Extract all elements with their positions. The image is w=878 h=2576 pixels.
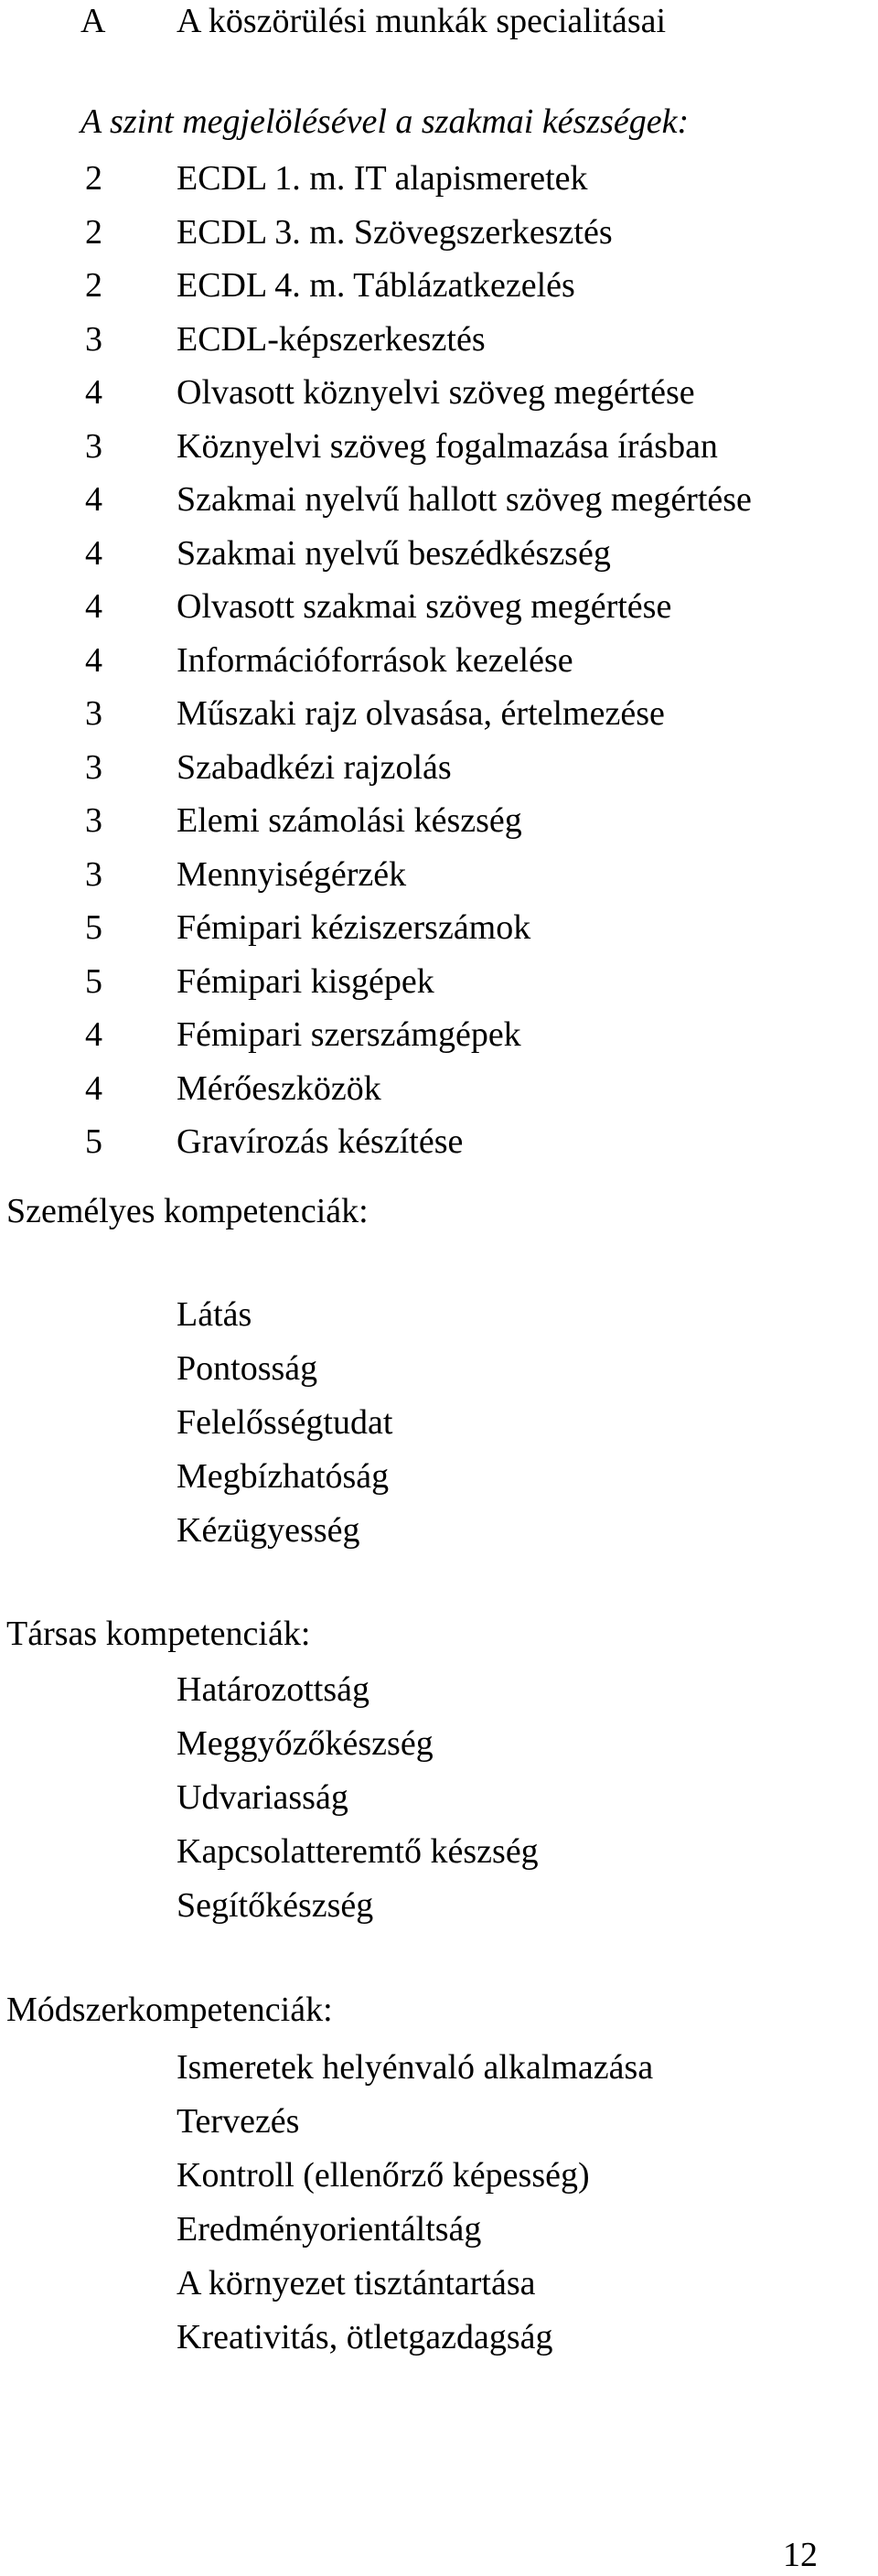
section-title: A köszörülési munkák specialitásai	[177, 2, 667, 40]
skill-row	[85, 259, 752, 313]
skill-name: Szakmai nyelvű beszédkészség	[177, 533, 611, 573]
skill-level: 4	[85, 587, 102, 626]
skill-name: Fémipari kéziszerszámok	[177, 908, 531, 947]
list-item: Felelősségtudat	[177, 1403, 393, 1442]
list-item: Tervezés	[177, 2102, 300, 2141]
skill-level: 3	[85, 319, 102, 359]
list-item: Megbízhatóság	[177, 1457, 390, 1496]
skill-row	[85, 206, 752, 260]
skill-level: 4	[85, 1015, 102, 1054]
skill-name: ECDL-képszerkesztés	[177, 319, 486, 359]
list-item: Kreativitás, ötletgazdagság	[177, 2318, 553, 2356]
skill-row	[85, 580, 752, 634]
skill-name: Gravírozás készítése	[177, 1122, 464, 1161]
list-item: Segítőkészség	[177, 1886, 374, 1925]
skill-name: Olvasott köznyelvi szöveg megértése	[177, 373, 695, 412]
section-heading	[80, 0, 666, 42]
skill-level: 4	[85, 533, 102, 573]
list-item: Eredményorientáltság	[177, 2210, 482, 2249]
skill-name: Szakmai nyelvű hallott szöveg megértése	[177, 480, 752, 519]
list-item: Pontosság	[177, 1349, 318, 1388]
skill-name: ECDL 4. m. Táblázatkezelés	[177, 266, 575, 305]
skill-level: 5	[85, 961, 102, 1001]
skill-name: Fémipari szerszámgépek	[177, 1015, 521, 1054]
skill-row	[85, 313, 752, 367]
skill-name: Fémipari kisgépek	[177, 961, 434, 1001]
skill-row	[85, 1062, 752, 1116]
list-item: Udvariasság	[177, 1778, 348, 1817]
list-item: Ismeretek helyénvaló alkalmazása	[177, 2048, 654, 2087]
skill-level: 3	[85, 747, 102, 787]
skills-subheading: A szint megjelölésével a szakmai készségek:	[80, 102, 690, 141]
skill-level: 4	[85, 640, 102, 680]
skill-name: Információforrások kezelése	[177, 640, 573, 680]
skill-row	[85, 1008, 752, 1062]
skill-level: 3	[85, 854, 102, 894]
social-competencies-title: Társas kompetenciák:	[6, 1615, 311, 1653]
page-number: 12	[783, 2536, 818, 2574]
skill-row	[85, 1115, 752, 1169]
skill-row	[85, 794, 752, 848]
skill-name: Mennyiségérzék	[177, 854, 407, 894]
skill-name: ECDL 1. m. IT alapismeretek	[177, 159, 588, 198]
skill-level: 4	[85, 1068, 102, 1108]
skill-row	[85, 152, 752, 206]
skill-level: 3	[85, 694, 102, 733]
skill-row	[85, 687, 752, 741]
skill-level: 2	[85, 159, 102, 198]
skill-level: 4	[85, 480, 102, 519]
skill-level: 3	[85, 801, 102, 840]
skill-name: Műszaki rajz olvasása, értelmezése	[177, 694, 665, 733]
skill-level: 4	[85, 373, 102, 412]
skill-name: Köznyelvi szöveg fogalmazása írásban	[177, 426, 718, 466]
list-item: Kontroll (ellenőrző képesség)	[177, 2156, 590, 2195]
section-letter: A	[80, 2, 106, 40]
skill-level: 5	[85, 1122, 102, 1161]
list-item: Látás	[177, 1295, 252, 1334]
skill-row	[85, 527, 752, 581]
skill-name: Olvasott szakmai szöveg megértése	[177, 587, 672, 626]
personal-competencies-title: Személyes kompetenciák:	[6, 1192, 369, 1230]
list-item: Meggyőzőkészség	[177, 1724, 434, 1763]
skill-level: 2	[85, 266, 102, 305]
social-competencies-list	[177, 1663, 539, 1933]
skill-row	[85, 420, 752, 474]
skill-row	[85, 741, 752, 795]
skill-level: 2	[85, 212, 102, 252]
skill-name: Szabadkézi rajzolás	[177, 747, 452, 787]
list-item: Kézügyesség	[177, 1511, 360, 1550]
skill-name: Elemi számolási készség	[177, 801, 522, 840]
list-item: Kapcsolatteremtő készség	[177, 1832, 539, 1871]
skill-row	[85, 634, 752, 688]
skill-level: 5	[85, 908, 102, 947]
skill-row	[85, 473, 752, 527]
skill-row	[85, 955, 752, 1009]
skill-level: 3	[85, 426, 102, 466]
list-item: Határozottság	[177, 1670, 370, 1709]
skill-name: ECDL 3. m. Szövegszerkesztés	[177, 212, 613, 252]
skill-row	[85, 366, 752, 420]
skill-row	[85, 901, 752, 955]
method-competencies-title: Módszerkompetenciák:	[6, 1991, 333, 2029]
skills-list	[85, 152, 752, 1169]
skill-name: Mérőeszközök	[177, 1068, 381, 1108]
list-item: A környezet tisztántartása	[177, 2264, 536, 2302]
personal-competencies-list	[177, 1288, 392, 1558]
skill-row	[85, 848, 752, 902]
method-competencies-list	[177, 2041, 653, 2365]
